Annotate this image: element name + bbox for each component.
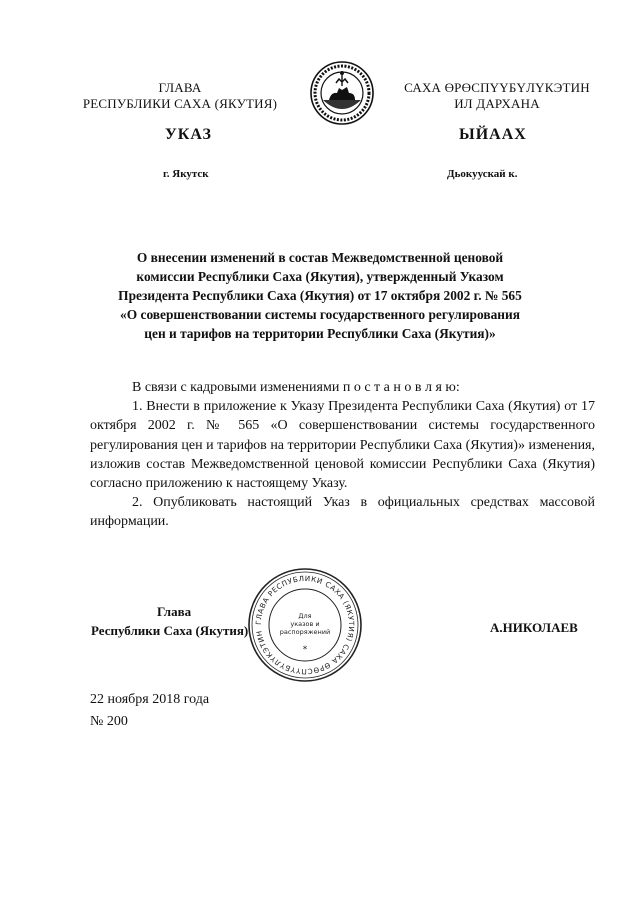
title-line4: «О совершенствовании системы государственного регулирования (120, 307, 520, 322)
signature-title (91, 602, 248, 640)
city-yakut: Дьокуускай к. (447, 168, 518, 180)
header-left-line2: РЕСПУБЛИКИ САХА (ЯКУТИЯ) (82, 96, 278, 111)
header-right-line1: САХА ӨРӨСПҮҮБҮЛҮКЭТИН (404, 80, 590, 95)
official-seal-stamp (246, 566, 364, 684)
signatory-name: А.НИКОЛАЕВ (490, 620, 578, 635)
body-paragraph-preamble: В связи с кадровыми изменениями п о с т а н о в л я ю: (132, 380, 460, 395)
header-left (60, 80, 300, 112)
header-left-line1: ГЛАВА (158, 80, 202, 95)
coat-of-arms-emblem (309, 60, 375, 126)
document-date-number (90, 689, 209, 733)
seal-center-line3: распоряжений (279, 628, 331, 636)
signature-title-line1: Глава (157, 604, 192, 619)
body-paragraph-item2: 2. Опубликовать настоящий Указ в официальных средствах массовой информации. (90, 495, 595, 530)
title-line5: цен и тарифов на территории Республики Саха (Якутия)» (144, 326, 496, 341)
header-right-line2: ИЛ ДАРХАНА (454, 96, 540, 111)
title-line2: комиссии Республики Саха (Якутия), утвержденный Указом (136, 269, 504, 284)
document-body (90, 378, 595, 532)
signature-title-line2: Республики Саха (Якутия) (91, 623, 249, 638)
star-icon: * (302, 645, 308, 655)
seal-center-line1: Для (298, 612, 312, 620)
seal-ring-text: ГЛАВА РЕСПУБЛИКИ САХА (ЯКУТИЯ) САХА ӨРӨСПҮҮБҮЛҮКЭТИН (253, 573, 357, 677)
header-right (392, 80, 602, 112)
body-paragraph-item1: 1. Внести в приложение к Указу Президента Республики Саха (Якутия) от 17 октября 2002 г. № 565 «О совершенствовании системы государственного регулирования цен и тарифов на территории Республики Саха (Якутия)» изменения, изложив состав Межведомственной ценовой комиссии Республики Саха (Якутия) согласно приложению к настоящему Указу. (90, 399, 595, 492)
seal-center-line2: указов и (290, 620, 320, 628)
document-title (80, 248, 560, 343)
doc-type-yakut: ЫЙААХ (459, 126, 527, 143)
doc-type-russian: УКАЗ (165, 126, 212, 143)
title-line1: О внесении изменений в состав Межведомственной ценовой (136, 250, 504, 265)
document-date: 22 ноября 2018 года (90, 692, 210, 707)
document-number: № 200 (90, 714, 128, 729)
title-line3: Президента Республики Саха (Якутия) от 17 октября 2002 г. № 565 (118, 288, 522, 303)
city-russian: г. Якутск (163, 168, 209, 180)
